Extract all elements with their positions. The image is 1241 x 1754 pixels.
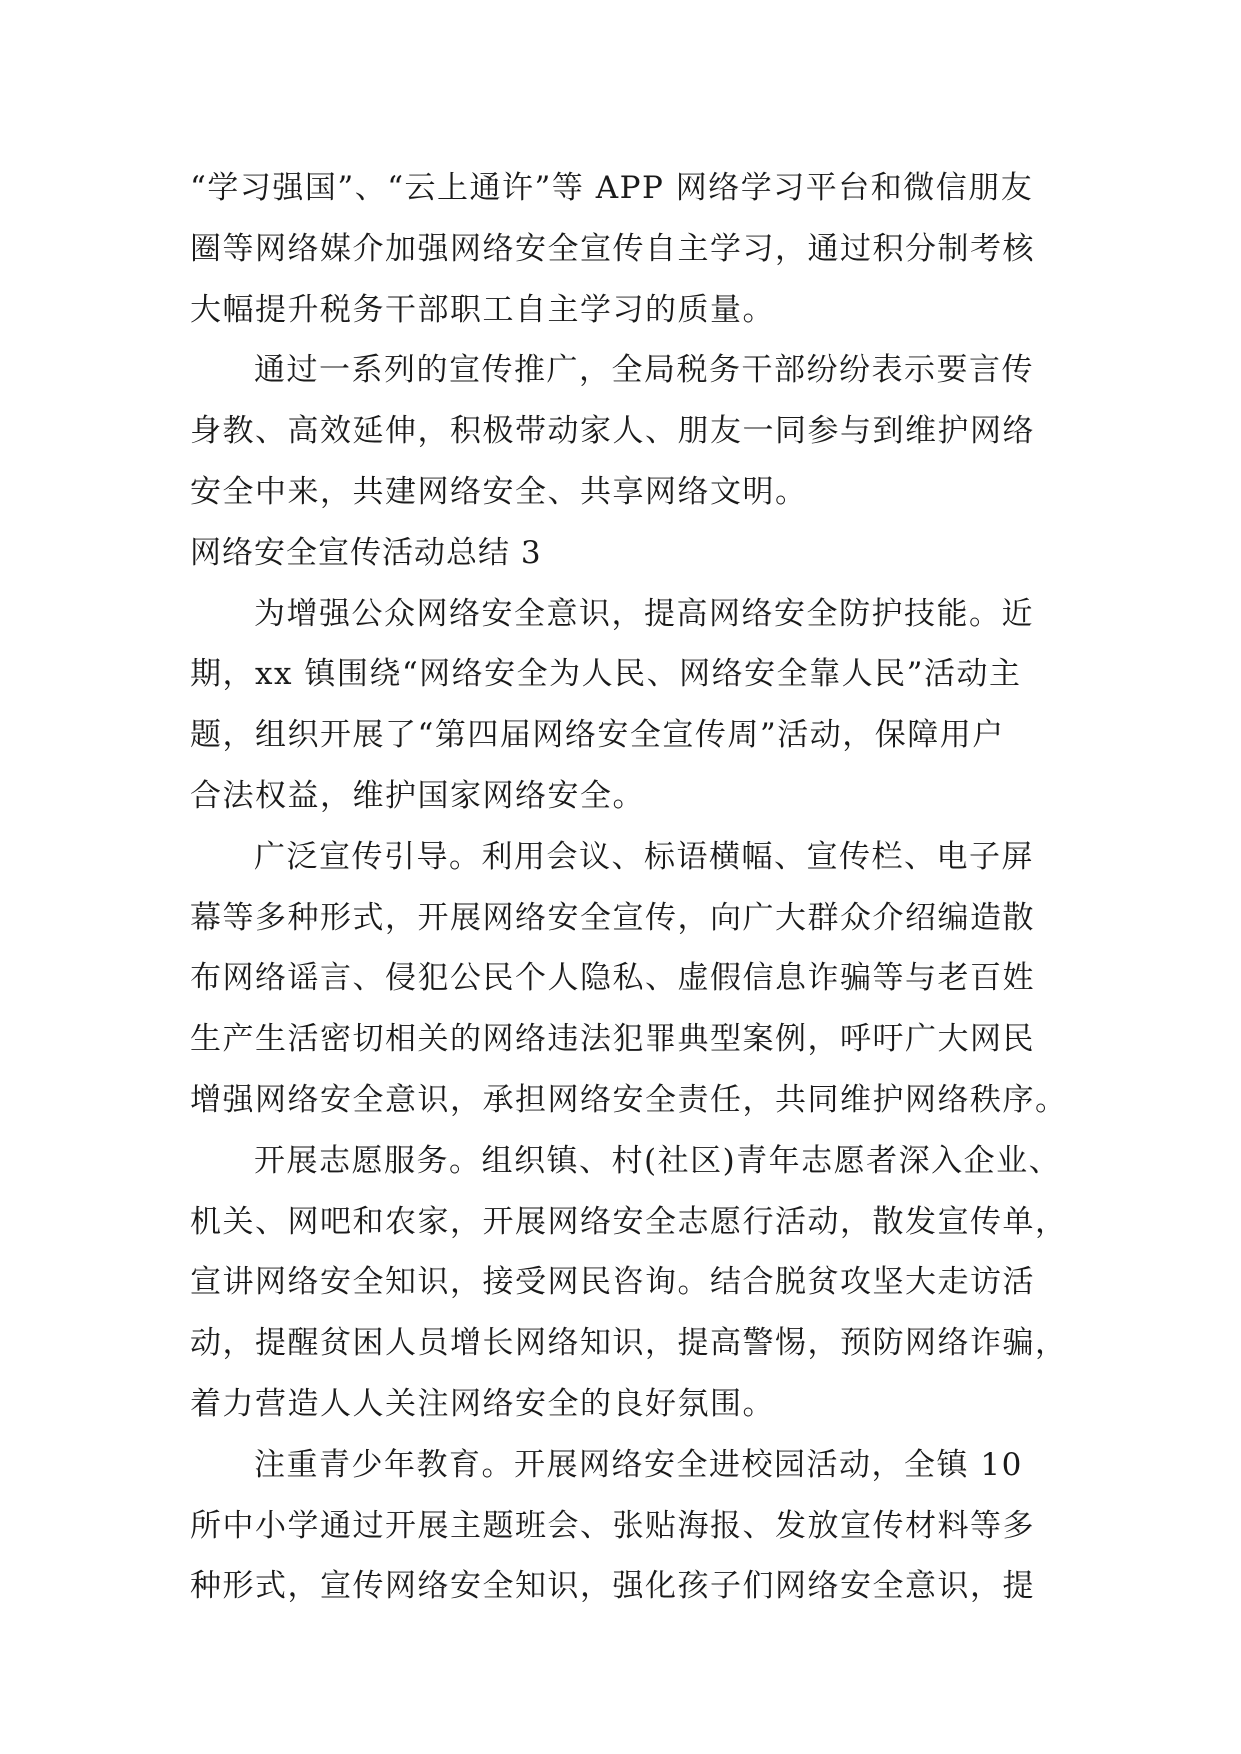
text-line: 安全中来，共建网络安全、共享网络文明。 [190, 473, 808, 510]
paragraph-first-line: 开展志愿服务。组织镇、村(社区)青年志愿者深入企业、 [254, 1142, 1062, 1179]
text-line: “学习强国”、“云上通许”等 APP 网络学习平台和微信朋友 [190, 170, 1034, 206]
text-line: 增强网络安全意识，承担网络安全责任，共同维护网络秩序。 [190, 1081, 1068, 1118]
text-line: 大幅提升税务干部职工自主学习的质量。 [190, 291, 775, 328]
paragraph-first-line: 注重青少年教育。开展网络安全进校园活动，全镇 10 [254, 1446, 1023, 1483]
section-heading: 网络安全宣传活动总结 3 [190, 534, 542, 571]
text-line: 幕等多种形式，开展网络安全宣传，向广大群众介绍编造散 [190, 899, 1035, 936]
document-body [190, 158, 1068, 1617]
text-line: 题，组织开展了“第四届网络安全宣传周”活动，保障用户 [190, 717, 1005, 754]
paragraph-first-line: 通过一系列的宣传推广，全局税务干部纷纷表示要言传 [254, 352, 1034, 389]
text-line: 机关、网吧和农家，开展网络安全志愿行活动，散发宣传单， [190, 1203, 1068, 1240]
text-line: 所中小学通过开展主题班会、张贴海报、发放宣传材料等多 [190, 1507, 1035, 1544]
text-line: 种形式，宣传网络安全知识，强化孩子们网络安全意识，提 [190, 1568, 1035, 1605]
text-line: 圈等网络媒介加强网络安全宣传自主学习，通过积分制考核 [190, 230, 1035, 267]
paragraph-first-line: 广泛宣传引导。利用会议、标语横幅、宣传栏、电子屏 [254, 838, 1034, 875]
paragraph-first-line: 为增强公众网络安全意识，提高网络安全防护技能。近 [254, 595, 1034, 632]
text-line: 宣讲网络安全知识，接受网民咨询。结合脱贫攻坚大走访活 [190, 1264, 1035, 1301]
text-line: 期，xx 镇围绕“网络安全为人民、网络安全靠人民”活动主 [190, 656, 1022, 693]
text-line: 合法权益，维护国家网络安全。 [190, 777, 645, 814]
text-line: 着力营造人人关注网络安全的良好氛围。 [190, 1385, 775, 1422]
text-line: 生产生活密切相关的网络违法犯罪典型案例，呼吁广大网民 [190, 1021, 1035, 1058]
text-line: 身教、高效延伸，积极带动家人、朋友一同参与到维护网络 [190, 413, 1035, 450]
text-line: 布网络谣言、侵犯公民个人隐私、虚假信息诈骗等与老百姓 [190, 960, 1035, 997]
text-line: 动，提醒贫困人员增长网络知识，提高警惕，预防网络诈骗， [190, 1325, 1068, 1362]
